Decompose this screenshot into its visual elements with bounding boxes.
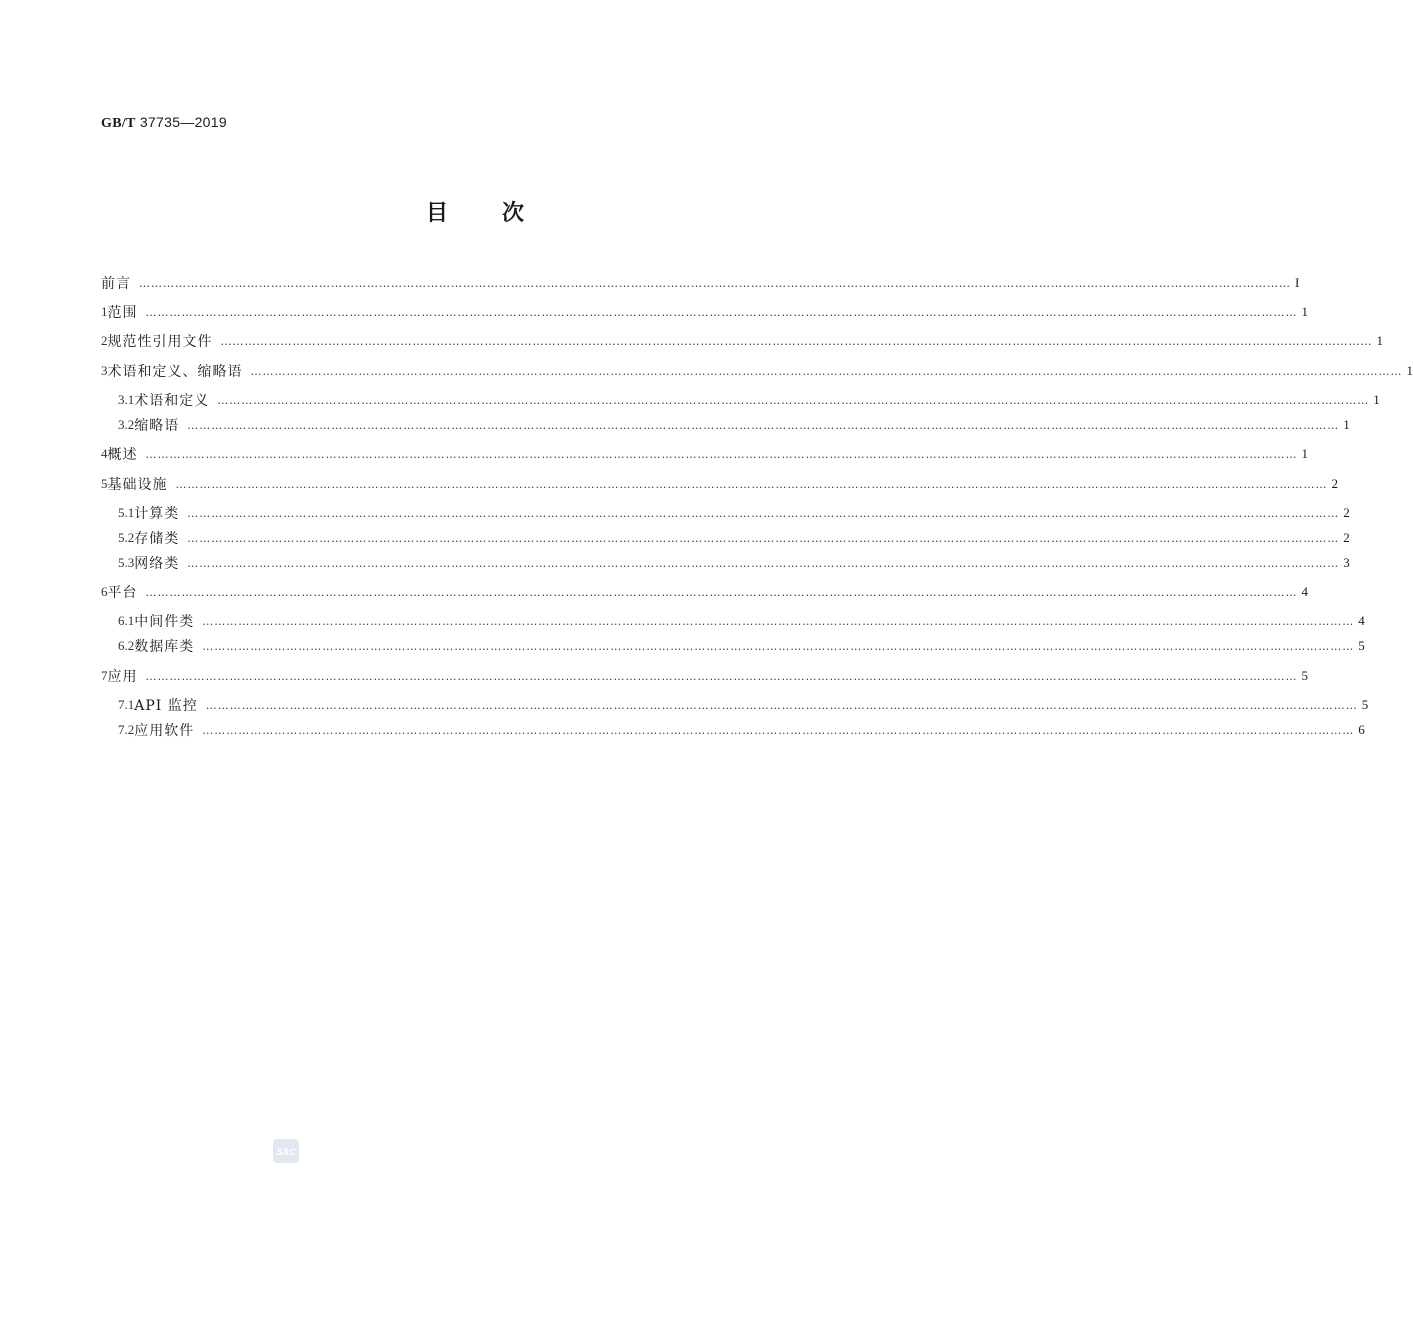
toc-entry[interactable] bbox=[118, 719, 1365, 741]
standard-number: 37735—2019 bbox=[139, 114, 227, 130]
toc-entry-page: 5 bbox=[1361, 697, 1369, 712]
toc-entry-label: 应用软件 bbox=[134, 723, 195, 739]
toc-entry-page: 2 bbox=[1331, 476, 1338, 491]
toc-title-char-2: 次 bbox=[502, 201, 525, 226]
toc-title bbox=[0, 196, 950, 227]
toc-entry[interactable] bbox=[101, 473, 1338, 495]
toc-entry[interactable] bbox=[118, 635, 1365, 657]
toc-leader-dots: ……………………………………………………………………………………………………………………………………………………………………………………………………………………………………………………………… bbox=[187, 506, 1340, 520]
toc-entry-page: 2 bbox=[1343, 505, 1350, 520]
toc-entry-page: 1 bbox=[1406, 363, 1413, 378]
toc-leader-dots: ……………………………………………………………………………………………………………………………………………………………………………………………………………………………………………………………… bbox=[250, 364, 1403, 378]
toc-entry-number: 3.2 bbox=[118, 417, 135, 432]
toc-entry-number: 7 bbox=[101, 668, 108, 683]
toc-leader-dots: ……………………………………………………………………………………………………………………………………………………………………………………………………………………………………………………………… bbox=[187, 531, 1340, 545]
toc-entry-number: 7.1 bbox=[118, 697, 135, 712]
toc-entry-page: 2 bbox=[1343, 530, 1350, 545]
toc-entry[interactable] bbox=[118, 552, 1350, 574]
toc-entry[interactable] bbox=[118, 414, 1350, 436]
toc-leader-dots: ……………………………………………………………………………………………………………………………………………………………………………………………………………………………………………………………… bbox=[145, 585, 1298, 599]
toc-entry[interactable] bbox=[101, 330, 1383, 352]
toc-leader-dots: ……………………………………………………………………………………………………………………………………………………………………………………………………………………………………………………………… bbox=[175, 477, 1328, 491]
toc-entry-number: 5 bbox=[101, 476, 108, 491]
toc-entry[interactable] bbox=[101, 272, 1300, 294]
toc-leader-dots: ……………………………………………………………………………………………………………………………………………………………………………………………………………………………………………………………… bbox=[217, 393, 1370, 407]
toc-entry[interactable] bbox=[101, 301, 1308, 323]
toc-entry[interactable] bbox=[118, 527, 1350, 549]
toc-entry[interactable] bbox=[101, 360, 1413, 382]
toc-entry-label: 术语和定义 bbox=[134, 393, 210, 409]
toc-entry-page: 3 bbox=[1343, 555, 1350, 570]
toc-entry-number: 6 bbox=[101, 584, 108, 599]
toc-entry[interactable] bbox=[101, 443, 1308, 465]
toc-leader-dots: ……………………………………………………………………………………………………………………………………………………………………………………………………………………………………………………………… bbox=[202, 639, 1355, 653]
toc-entry-page: 1 bbox=[1301, 304, 1308, 319]
toc-entry-label: 中间件类 bbox=[134, 614, 195, 630]
toc-leader-dots: ……………………………………………………………………………………………………………………………………………………………………………………………………………………………………………………………… bbox=[187, 556, 1340, 570]
toc-entry-page: 6 bbox=[1358, 722, 1365, 737]
toc-entry[interactable] bbox=[118, 502, 1350, 524]
toc-leader-dots: ……………………………………………………………………………………………………………………………………………………………………………………………………………………………………………………………… bbox=[220, 334, 1373, 348]
toc-entry[interactable] bbox=[101, 581, 1308, 603]
toc-title-char-1: 目 bbox=[425, 201, 448, 226]
toc-entry-number: 4 bbox=[101, 446, 108, 461]
toc-entry-label: 概述 bbox=[107, 447, 138, 463]
toc-leader-dots: ……………………………………………………………………………………………………………………………………………………………………………………………………………………………………………………………… bbox=[145, 447, 1298, 461]
toc-entry[interactable] bbox=[118, 610, 1365, 632]
toc-leader-dots: ……………………………………………………………………………………………………………………………………………………………………………………………………………………………………………………………… bbox=[139, 276, 1291, 290]
toc-leader-dots: ……………………………………………………………………………………………………………………………………………………………………………………………………………………………………………………………… bbox=[187, 418, 1340, 432]
toc-entry-page: 1 bbox=[1301, 446, 1308, 461]
toc-entry-page: 5 bbox=[1301, 668, 1308, 683]
toc-entry-number: 5.1 bbox=[118, 505, 135, 520]
toc-entry-page: I bbox=[1295, 275, 1300, 290]
toc-entry-label: 数据库类 bbox=[134, 639, 195, 655]
toc-entry-label: 存储类 bbox=[134, 531, 180, 547]
toc-entry-label: 范围 bbox=[107, 305, 138, 321]
toc-leader-dots: ……………………………………………………………………………………………………………………………………………………………………………………………………………………………………………………………… bbox=[145, 669, 1298, 683]
toc-entry-number: 3.1 bbox=[118, 392, 135, 407]
toc-entry-page: 5 bbox=[1358, 638, 1365, 653]
toc-leader-dots: ……………………………………………………………………………………………………………………………………………………………………………………………………………………………………………………………… bbox=[145, 305, 1298, 319]
toc-entry[interactable] bbox=[118, 389, 1380, 411]
standard-code: GB/T bbox=[101, 116, 136, 131]
toc-entry-label: 平台 bbox=[107, 585, 138, 601]
toc-entry-page: 4 bbox=[1301, 584, 1308, 599]
sac-watermark-logo bbox=[272, 1138, 300, 1164]
toc-entry-number: 6.1 bbox=[118, 613, 135, 628]
toc-entry-page: 4 bbox=[1358, 613, 1365, 628]
toc-leader-dots: ……………………………………………………………………………………………………………………………………………………………………………………………………………………………………………………………… bbox=[202, 614, 1355, 628]
toc-entry-label: 规范性引用文件 bbox=[107, 334, 213, 350]
toc-entry-page: 1 bbox=[1376, 333, 1383, 348]
toc-entry-label: API 监控 bbox=[134, 698, 198, 714]
toc-entry-number: 5.2 bbox=[118, 530, 135, 545]
document-code bbox=[101, 114, 227, 132]
toc-entry-page: 1 bbox=[1373, 392, 1380, 407]
toc-entry-label: 计算类 bbox=[134, 506, 180, 522]
toc-entry-number: 3 bbox=[101, 363, 108, 378]
toc-entry-label: 缩略语 bbox=[134, 418, 180, 434]
toc-leader-dots: ……………………………………………………………………………………………………………………………………………………………………………………………………………………………………………………………… bbox=[202, 723, 1355, 737]
toc-entry-label: 应用 bbox=[107, 669, 138, 685]
toc-entry-label: 前言 bbox=[101, 276, 131, 292]
toc-entry-label: 术语和定义、缩略语 bbox=[107, 364, 243, 380]
toc-entry-number: 6.2 bbox=[118, 638, 135, 653]
toc-entry-number: 2 bbox=[101, 333, 108, 348]
toc-entry[interactable] bbox=[118, 694, 1369, 716]
toc-entry-number: 1 bbox=[101, 304, 108, 319]
toc-entry-number: 5.3 bbox=[118, 555, 135, 570]
toc-entry-page: 1 bbox=[1343, 417, 1350, 432]
svg-text:SAC: SAC bbox=[276, 1147, 296, 1157]
toc-entry-number: 7.2 bbox=[118, 722, 135, 737]
toc-leader-dots: ……………………………………………………………………………………………………………………………………………………………………………………………………………………………………………………………… bbox=[205, 698, 1358, 712]
toc-entry[interactable] bbox=[101, 665, 1308, 687]
toc-entry-label: 网络类 bbox=[134, 556, 180, 572]
toc-entry-label: 基础设施 bbox=[107, 477, 168, 493]
